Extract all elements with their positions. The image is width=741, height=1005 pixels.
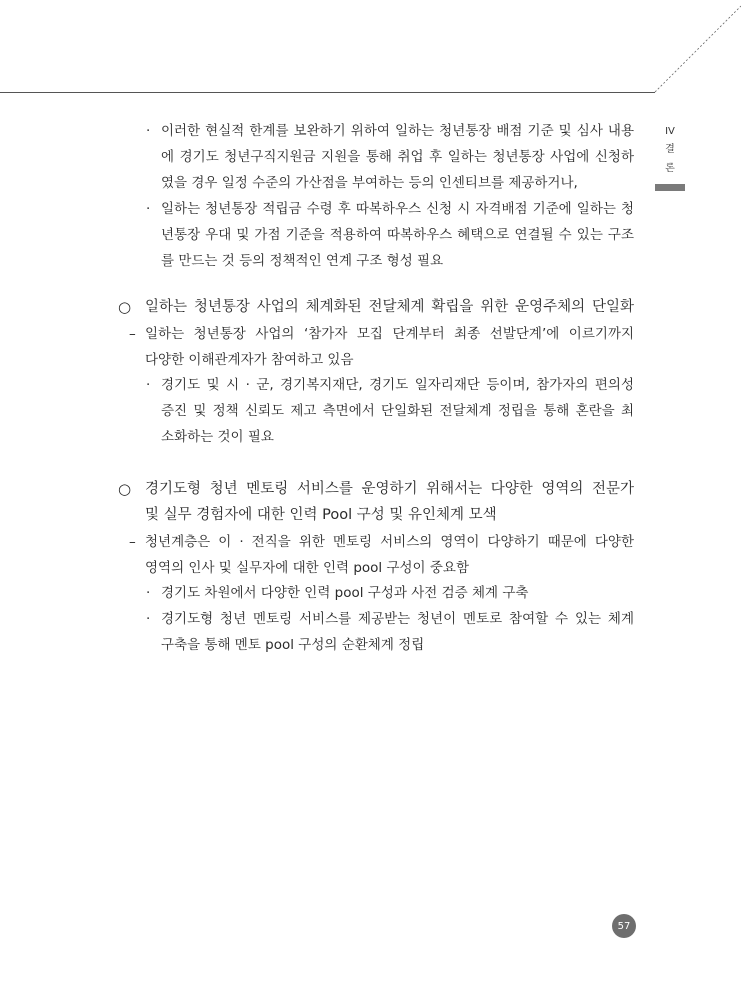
paragraph-line: 소화하는 것이 필요: [161, 429, 274, 445]
paragraph-line: 증진 및 정책 신뢰도 제고 측면에서 단일화된 전달체계 정립을 통해 혼란을 최: [161, 403, 634, 419]
section-heading: 일하는 청년통장 사업의 체계화된 전달체계 확립을 위한 운영주체의 단일화: [145, 299, 634, 315]
header-rule: [0, 92, 655, 93]
chapter-number: IV: [665, 126, 675, 137]
paragraph-line: 일하는 청년통장 적립금 수령 후 따복하우스 신청 시 자격배점 기준에 일하는 청: [161, 201, 634, 217]
dot-bullet: ·: [146, 611, 151, 627]
dot-bullet: ·: [146, 377, 151, 393]
paragraph-line: 이러한 현실적 한계를 보완하기 위하여 일하는 청년통장 배점 기준 및 심사 내용: [161, 123, 634, 139]
paragraph-line: 였을 경우 일정 수준의 가산점을 부여하는 등의 인센티브를 제공하거나,: [161, 175, 578, 191]
circle-bullet: ○: [118, 480, 132, 498]
paragraph-line: 를 만드는 것 등의 정책적인 연계 구조 형성 필요: [161, 253, 444, 269]
paragraph-line: 청년계층은 이 · 전직을 위한 멘토링 서비스의 영역이 다양하기 때문에 다양한: [145, 534, 634, 550]
paragraph-line: 에 경기도 청년구직지원금 지원을 통해 취업 후 일하는 청년통장 사업에 신청하: [161, 149, 634, 165]
paragraph-line: 영역의 인사 및 실무자에 대한 인력 pool 구성이 중요함: [145, 560, 469, 576]
section-heading: 경기도형 청년 멘토링 서비스를 운영하기 위해서는 다양한 영역의 전문가: [145, 481, 634, 497]
dot-bullet: ·: [146, 201, 151, 217]
circle-bullet: ○: [118, 298, 132, 316]
paragraph-line: 경기도형 청년 멘토링 서비스를 제공받는 청년이 멘토로 참여할 수 있는 체계: [161, 611, 634, 627]
paragraph-line: 경기도 차원에서 다양한 인력 pool 구성과 사전 검증 체계 구축: [161, 585, 529, 601]
page-number-badge: 57: [612, 914, 636, 938]
dot-bullet: ·: [146, 585, 151, 601]
chapter-side-tab: [655, 124, 685, 191]
corner-diagonal-decoration: [0, 0, 741, 100]
paragraph-line: 경기도 및 시 · 군, 경기복지재단, 경기도 일자리재단 등이며, 참가자의 편의성: [161, 377, 634, 393]
paragraph-line: 구축을 통해 멘토 pool 구성의 순환체계 정립: [161, 637, 425, 653]
section-heading: 및 실무 경험자에 대한 인력 Pool 구성 및 유인체계 모색: [145, 507, 497, 523]
paragraph-line: 년통장 우대 및 가점 기준을 적용하여 따복하우스 혜택으로 연결될 수 있는 구조: [161, 227, 634, 243]
chapter-title-char: 론: [665, 163, 675, 174]
paragraph-line: 일하는 청년통장 사업의 ‘참가자 모집 단계부터 최종 선발단계’에 이르기까지: [145, 326, 634, 342]
dash-bullet: –: [129, 326, 136, 342]
chapter-title-char: 결: [665, 144, 675, 155]
dash-bullet: –: [129, 534, 136, 550]
dot-bullet: ·: [146, 123, 151, 139]
chapter-tab-bar: [655, 184, 685, 191]
paragraph-line: 다양한 이해관계자가 참여하고 있음: [145, 352, 354, 368]
